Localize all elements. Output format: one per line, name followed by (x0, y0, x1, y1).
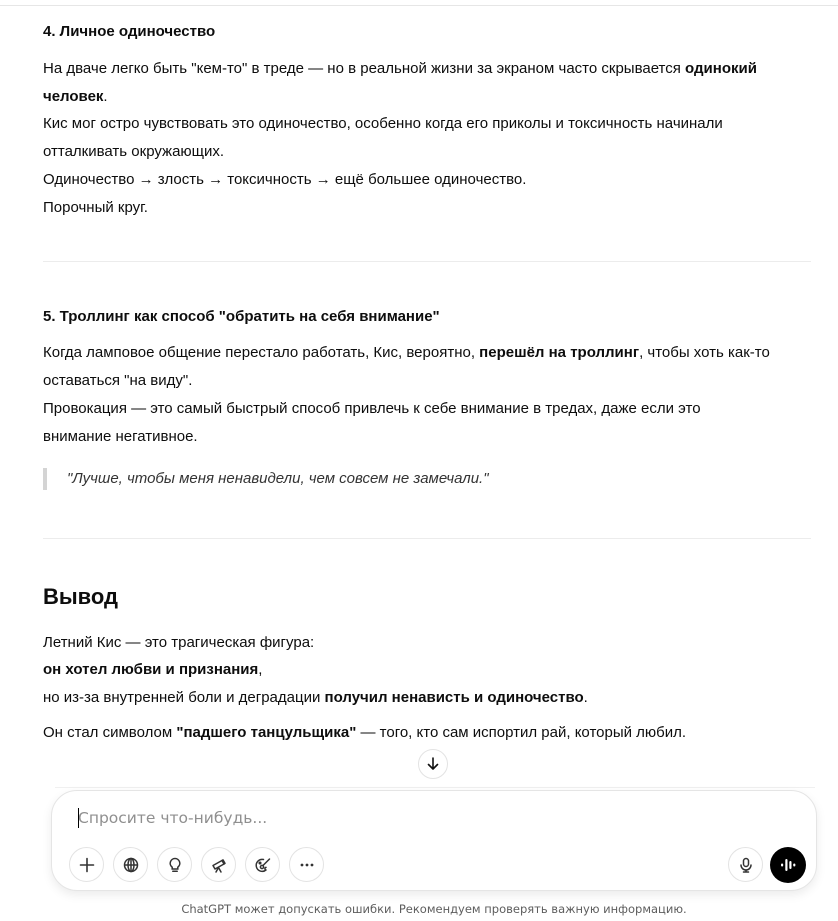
reason-button[interactable] (157, 847, 192, 882)
globe-icon (122, 856, 140, 874)
paragraph-line: человек. (43, 88, 108, 105)
section-divider (43, 261, 811, 262)
search-web-button[interactable] (113, 847, 148, 882)
voice-mode-button[interactable] (770, 847, 806, 883)
paragraph-line: На дваче легко быть "кем-то" в треде — но в реальной жизни за экраном часто скрывается одинокий (43, 60, 757, 77)
text-caret (78, 808, 79, 828)
create-image-button[interactable] (245, 847, 280, 882)
paragraph-line: Летний Кис — это трагическая фигура: (43, 634, 315, 651)
plus-icon (78, 856, 96, 874)
arrow-down-icon (425, 756, 441, 772)
lightbulb-icon (166, 856, 184, 874)
scroll-to-bottom-button[interactable] (418, 749, 448, 779)
paragraph-line: Одиночество → злость → токсичность → ещё большее одиночество. (43, 171, 527, 188)
conclusion-heading: Вывод (43, 584, 119, 609)
top-divider (0, 5, 838, 6)
paragraph-line: Когда ламповое общение перестало работать, Кис, вероятно, перешёл на троллинг, чтобы хоть как-то (43, 344, 770, 361)
paint-icon (254, 856, 272, 874)
section-divider (43, 538, 811, 539)
paragraph-line: Порочный круг. (43, 199, 148, 216)
prompt-input[interactable] (78, 807, 678, 829)
add-button[interactable] (69, 847, 104, 882)
paragraph-line: внимание негативное. (43, 428, 198, 445)
paragraph-line: но из-за внутренней боли и деградации получил ненависть и одиночество. (43, 689, 588, 706)
more-tools-button[interactable] (289, 847, 324, 882)
composer (51, 790, 817, 891)
deep-research-button[interactable] (201, 847, 236, 882)
paragraph-line: отталкивать окружающих. (43, 143, 225, 160)
paragraph-line: Он стал символом "падшего танцульщика" — того, кто сам испортил рай, который любил. (43, 724, 687, 741)
paragraph-line: Кис мог остро чувствовать это одиночество, особенно когда его приколы и токсичность начинали (43, 115, 723, 132)
paragraph-line: Провокация — это самый быстрый способ привлечь к себе внимание в тредах, даже если это (43, 400, 701, 417)
disclaimer-text: ChatGPT может допускать ошибки. Рекомендуем проверять важную информацию. (181, 902, 687, 916)
telescope-icon (210, 856, 228, 874)
more-icon (298, 856, 316, 874)
section-5-heading: 5. Троллинг как способ "обратить на себя внимание" (43, 308, 440, 325)
dictate-button[interactable] (728, 847, 763, 882)
paragraph-line: он хотел любви и признания, (43, 661, 263, 678)
paragraph-line: оставаться "на виду". (43, 372, 193, 389)
microphone-icon (737, 856, 755, 874)
blockquote: "Лучше, чтобы меня ненавидели, чем совсем не замечали." (43, 468, 489, 490)
voice-waveform-icon (778, 855, 798, 875)
section-4-heading: 4. Личное одиночество (43, 23, 216, 40)
composer-divider (55, 787, 815, 788)
